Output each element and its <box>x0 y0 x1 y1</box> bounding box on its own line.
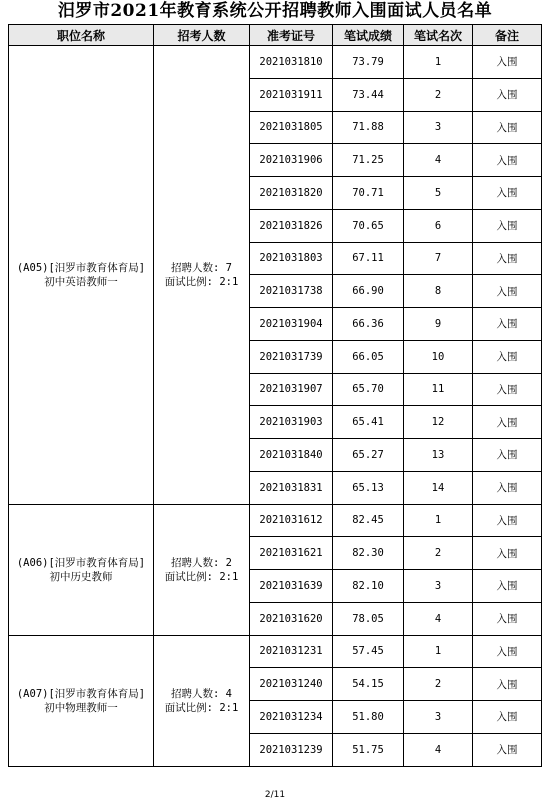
score-cell: 70.71 <box>333 177 404 210</box>
note-cell: 入围 <box>473 242 542 275</box>
position-line: 初中历史教师 <box>49 570 113 583</box>
quota-cell <box>154 504 250 635</box>
rank-cell: 10 <box>404 340 473 373</box>
header-position: 职位名称 <box>9 25 154 46</box>
note-cell: 入围 <box>473 668 542 701</box>
quota-cell <box>154 635 250 766</box>
exam-id-cell: 2021031906 <box>250 144 333 177</box>
note-cell: 入围 <box>473 275 542 308</box>
exam-id-cell: 2021031840 <box>250 439 333 472</box>
quota-line: 招聘人数: 2 <box>171 556 232 569</box>
exam-id-cell: 2021031240 <box>250 668 333 701</box>
score-cell: 54.15 <box>333 668 404 701</box>
score-cell: 65.70 <box>333 373 404 406</box>
note-cell: 入围 <box>473 111 542 144</box>
rank-cell: 2 <box>404 668 473 701</box>
exam-id-cell: 2021031231 <box>250 635 333 668</box>
score-cell: 70.65 <box>333 209 404 242</box>
quota-line: 招聘人数: 4 <box>171 687 232 700</box>
note-cell: 入围 <box>473 504 542 537</box>
exam-id-cell: 2021031612 <box>250 504 333 537</box>
note-cell: 入围 <box>473 570 542 603</box>
position-cell <box>9 46 154 505</box>
position-cell <box>9 635 154 766</box>
score-cell: 71.88 <box>333 111 404 144</box>
note-cell: 入围 <box>473 373 542 406</box>
rank-cell: 7 <box>404 242 473 275</box>
rank-cell: 1 <box>404 635 473 668</box>
score-cell: 73.44 <box>333 78 404 111</box>
position-line: 初中物理教师一 <box>44 701 118 714</box>
note-cell: 入围 <box>473 78 542 111</box>
score-cell: 78.05 <box>333 602 404 635</box>
rank-cell: 4 <box>404 602 473 635</box>
score-cell: 66.05 <box>333 340 404 373</box>
note-cell: 入围 <box>473 144 542 177</box>
score-cell: 82.45 <box>333 504 404 537</box>
rank-cell: 12 <box>404 406 473 439</box>
exam-id-cell: 2021031621 <box>250 537 333 570</box>
page-title: 汨罗市2021年教育系统公开招聘教师入围面试人员名单 <box>57 1 493 21</box>
note-cell: 入围 <box>473 733 542 766</box>
position-cell <box>9 504 154 635</box>
rank-cell: 1 <box>404 46 473 79</box>
rank-cell: 11 <box>404 373 473 406</box>
quota-line: 面试比例: 2:1 <box>164 701 239 714</box>
rank-cell: 5 <box>404 177 473 210</box>
position-line: (A06)[汨罗市教育体育局] <box>16 556 146 569</box>
exam-id-cell: 2021031904 <box>250 308 333 341</box>
exam-id-cell: 2021031820 <box>250 177 333 210</box>
exam-id-cell: 2021031234 <box>250 701 333 734</box>
note-cell: 入围 <box>473 209 542 242</box>
score-cell: 57.45 <box>333 635 404 668</box>
note-cell: 入围 <box>473 635 542 668</box>
exam-id-cell: 2021031907 <box>250 373 333 406</box>
rank-cell: 4 <box>404 144 473 177</box>
rank-cell: 3 <box>404 111 473 144</box>
score-cell: 66.36 <box>333 308 404 341</box>
header-exam-id: 准考证号 <box>250 25 333 46</box>
score-cell: 65.41 <box>333 406 404 439</box>
exam-id-cell: 2021031239 <box>250 733 333 766</box>
rank-cell: 4 <box>404 733 473 766</box>
note-cell: 入围 <box>473 537 542 570</box>
exam-id-cell: 2021031739 <box>250 340 333 373</box>
header-note: 备注 <box>473 25 542 46</box>
score-cell: 82.10 <box>333 570 404 603</box>
quota-cell <box>154 46 250 505</box>
exam-id-cell: 2021031738 <box>250 275 333 308</box>
note-cell: 入围 <box>473 602 542 635</box>
header-rank: 笔试名次 <box>404 25 473 46</box>
note-cell: 入围 <box>473 46 542 79</box>
score-cell: 66.90 <box>333 275 404 308</box>
header-quota: 招考人数 <box>154 25 250 46</box>
candidate-table <box>8 24 542 767</box>
position-line: (A05)[汨罗市教育体育局] <box>16 261 146 274</box>
position-line: 初中英语教师一 <box>44 275 118 288</box>
score-cell: 51.75 <box>333 733 404 766</box>
note-cell: 入围 <box>473 439 542 472</box>
table-row <box>9 46 542 79</box>
rank-cell: 3 <box>404 701 473 734</box>
rank-cell: 3 <box>404 570 473 603</box>
exam-id-cell: 2021031903 <box>250 406 333 439</box>
exam-id-cell: 2021031911 <box>250 78 333 111</box>
score-cell: 73.79 <box>333 46 404 79</box>
rank-cell: 9 <box>404 308 473 341</box>
rank-cell: 13 <box>404 439 473 472</box>
exam-id-cell: 2021031803 <box>250 242 333 275</box>
score-cell: 67.11 <box>333 242 404 275</box>
header-row <box>9 25 542 46</box>
note-cell: 入围 <box>473 340 542 373</box>
quota-line: 招聘人数: 7 <box>171 261 232 274</box>
score-cell: 82.30 <box>333 537 404 570</box>
rank-cell: 2 <box>404 78 473 111</box>
score-cell: 65.13 <box>333 471 404 504</box>
exam-id-cell: 2021031639 <box>250 570 333 603</box>
page-number: 2/11 <box>264 790 286 800</box>
note-cell: 入围 <box>473 701 542 734</box>
rank-cell: 8 <box>404 275 473 308</box>
table-row <box>9 504 542 537</box>
note-cell: 入围 <box>473 471 542 504</box>
rank-cell: 6 <box>404 209 473 242</box>
rank-cell: 1 <box>404 504 473 537</box>
note-cell: 入围 <box>473 308 542 341</box>
exam-id-cell: 2021031620 <box>250 602 333 635</box>
rank-cell: 14 <box>404 471 473 504</box>
note-cell: 入围 <box>473 406 542 439</box>
header-score: 笔试成绩 <box>333 25 404 46</box>
quota-line: 面试比例: 2:1 <box>164 570 239 583</box>
rank-cell: 2 <box>404 537 473 570</box>
exam-id-cell: 2021031826 <box>250 209 333 242</box>
table-body <box>9 46 542 767</box>
exam-id-cell: 2021031831 <box>250 471 333 504</box>
quota-line: 面试比例: 2:1 <box>164 275 239 288</box>
exam-id-cell: 2021031810 <box>250 46 333 79</box>
exam-id-cell: 2021031805 <box>250 111 333 144</box>
score-cell: 65.27 <box>333 439 404 472</box>
note-cell: 入围 <box>473 177 542 210</box>
position-line: (A07)[汨罗市教育体育局] <box>16 687 146 700</box>
score-cell: 71.25 <box>333 144 404 177</box>
table-row <box>9 635 542 668</box>
score-cell: 51.80 <box>333 701 404 734</box>
